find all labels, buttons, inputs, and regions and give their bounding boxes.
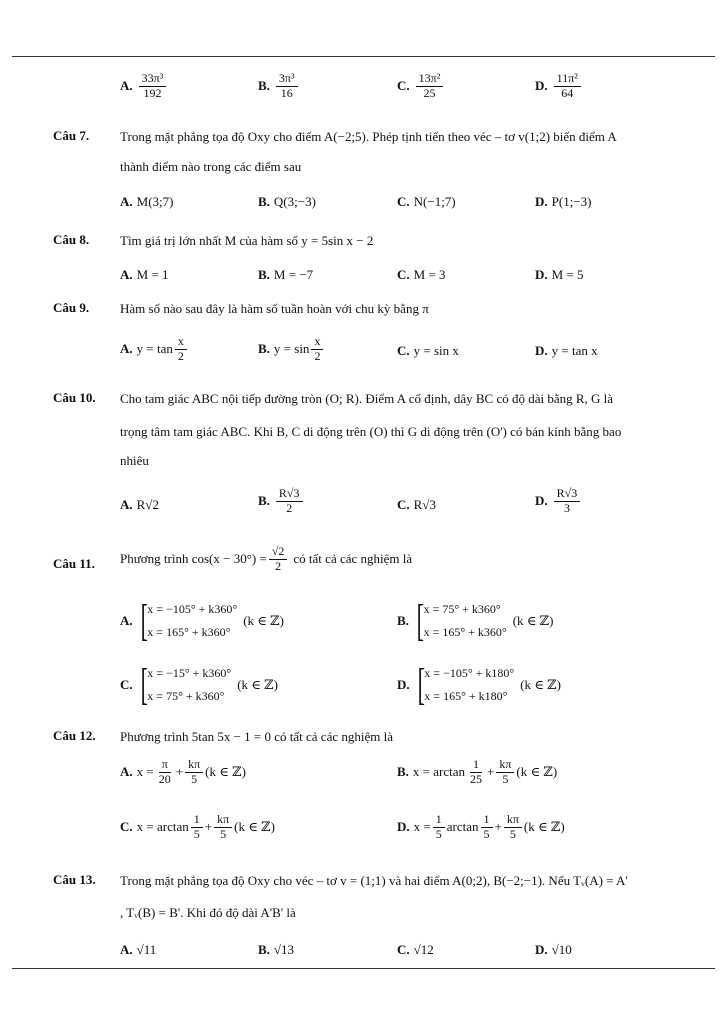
- q7-option-d[interactable]: D. P(1;−3): [535, 194, 592, 209]
- option-text: M = −7: [273, 267, 314, 282]
- option-text: R√2: [136, 497, 159, 512]
- q6-option-d[interactable]: D. $\frac{\text{11π²}}{64}$: [535, 72, 583, 101]
- option-text: P(1;−3): [551, 194, 592, 209]
- option-text: y = tan x: [551, 343, 598, 358]
- option-text: M = 5: [551, 267, 584, 282]
- bracket-icon: [: [416, 595, 424, 645]
- q6-option-c[interactable]: C. $\frac{\text{13π²}}{25}$: [397, 72, 445, 101]
- q9-number: Câu 9.: [53, 300, 90, 315]
- q10-option-a[interactable]: A. R√2: [120, 497, 159, 512]
- fraction-numerator: 3π³: [276, 72, 298, 87]
- fraction-numerator: 13π²: [416, 72, 444, 87]
- q12-number: Câu 12.: [53, 728, 96, 743]
- q11-stem: Phương trình cos(x − 30°) = $\frac{√2}{2}$ có tất cả các nghiệm là: [120, 544, 413, 573]
- q8-stem: Tìm giá trị lớn nhất M của hàm số y = 5sin x − 2: [120, 233, 374, 248]
- q8-number: Câu 8.: [53, 232, 90, 247]
- q7-stem-line1: Trong mặt phẳng tọa độ Oxy cho điểm A(−2;5). Phép tịnh tiến theo véc – tơ v(1;2) biến điểm A: [120, 129, 617, 144]
- top-rule: [12, 56, 715, 57]
- q7-option-b[interactable]: B. Q(3;−3): [258, 194, 316, 209]
- q8-option-a[interactable]: A. M = 1: [120, 267, 169, 282]
- q6-option-b[interactable]: B. $\frac{\text{3π³}}{16}$: [258, 72, 300, 101]
- q9-option-c[interactable]: C. y = sin x: [397, 343, 459, 358]
- q7-number: Câu 7.: [53, 128, 90, 143]
- q13-option-a[interactable]: A. √11: [120, 942, 157, 957]
- q13-number: Câu 13.: [53, 872, 96, 887]
- q10-stem-line2: trọng tâm tam giác ABC. Khi B, C di động trên (O) thì G di động trên (O') có bán kính bằng bao: [120, 424, 622, 439]
- q11-option-b[interactable]: B. [ x = 75° + k360° x = 165° + k360° (k ∈ ℤ): [397, 595, 554, 645]
- q11-option-a[interactable]: A. [ x = −105° + k360° x = 165° + k360° (k ∈ ℤ): [120, 595, 284, 645]
- q11-option-c[interactable]: C. [ x = −15° + k360° x = 75° + k360° (k ∈ ℤ): [120, 659, 278, 709]
- q8-option-d[interactable]: D. M = 5: [535, 267, 584, 282]
- fraction-denominator: 25: [423, 85, 436, 100]
- q10-option-c[interactable]: C. R√3: [397, 497, 436, 512]
- option-text: y = sin x: [413, 343, 459, 358]
- q13-option-d[interactable]: D. √10: [535, 942, 572, 957]
- q13-option-c[interactable]: C. √12: [397, 942, 434, 957]
- bracket-icon: [: [417, 659, 425, 709]
- q7-option-c[interactable]: C. N(−1;7): [397, 194, 456, 209]
- option-text: √12: [413, 942, 434, 957]
- q6-option-a[interactable]: A. $\frac{\text{33π³}}{192}$: [120, 72, 168, 101]
- q11-option-d[interactable]: D. [ x = −105° + k180° x = 165° + k180° (k ∈ ℤ): [397, 659, 561, 709]
- q8-option-b[interactable]: B. M = −7: [258, 267, 314, 282]
- q11-number: Câu 11.: [53, 556, 95, 571]
- q13-stem-line1: Trong mặt phẳng tọa độ Oxy cho véc – tơ v = (1;1) và hai điểm A(0;2), B(−2;−1). Nếu Tᵥ(A) = A': [120, 873, 628, 888]
- fraction-denominator: 192: [143, 85, 162, 100]
- q10-option-b[interactable]: B. $\frac{R√3}{2}$: [258, 487, 305, 516]
- option-text: √10: [551, 942, 572, 957]
- option-text: R√3: [413, 497, 436, 512]
- option-text: M = 1: [136, 267, 169, 282]
- q7-stem-line2: thành điểm nào trong các điểm sau: [120, 159, 302, 174]
- q8-option-c[interactable]: C. M = 3: [397, 267, 446, 282]
- q13-option-b[interactable]: B. √13: [258, 942, 295, 957]
- q9-stem: Hàm số nào sau đây là hàm số tuần hoàn với chu kỳ bằng π: [120, 301, 429, 316]
- bracket-icon: [: [140, 595, 148, 645]
- q9-option-d[interactable]: D. y = tan x: [535, 343, 598, 358]
- fraction-numerator: 11π²: [554, 72, 581, 87]
- fraction-denominator: 16: [280, 85, 293, 100]
- q7-option-a[interactable]: A. M(3;7): [120, 194, 174, 209]
- q12-option-a[interactable]: A. x = $\frac{\pi}{20}$ + $\frac{k\pi}{5}$ (k ∈ ℤ): [120, 757, 246, 786]
- option-text: M = 3: [413, 267, 446, 282]
- bracket-icon: [: [140, 659, 148, 709]
- q12-option-c[interactable]: C. x = arctan $\frac{1}{5}$ + $\frac{k\pi}{5}$ (k ∈ ℤ): [120, 812, 275, 841]
- q10-option-d[interactable]: D. $\frac{R√3}{3}$: [535, 487, 582, 516]
- q13-stem-line2: , Tᵥ(B) = B'. Khi đó độ dài A'B' là: [120, 905, 296, 920]
- q12-option-d[interactable]: D. x = $\frac{1}{5}$ arctan $\frac{1}{5}$ + $\frac{k\pi}{5}$ (k ∈ ℤ): [397, 812, 565, 841]
- q10-stem-line3: nhiêu: [120, 453, 149, 468]
- option-text: √11: [136, 942, 157, 957]
- option-text: M(3;7): [136, 194, 174, 209]
- bottom-rule: [12, 968, 715, 969]
- fraction-numerator: 33π³: [139, 72, 167, 87]
- q10-number: Câu 10.: [53, 390, 96, 405]
- option-text: N(−1;7): [413, 194, 456, 209]
- q10-stem-line1: Cho tam giác ABC nội tiếp đường tròn (O; R). Điểm A cố định, dây BC có độ dài bằng R, G là: [120, 391, 614, 406]
- q12-stem: Phương trình 5tan 5x − 1 = 0 có tất cả các nghiệm là: [120, 729, 393, 744]
- q9-option-b[interactable]: B. y = sin $\frac{x}{2}$: [258, 335, 325, 364]
- option-text: √13: [273, 942, 295, 957]
- fraction-denominator: 64: [561, 85, 574, 100]
- q12-option-b[interactable]: B. x = arctan $\frac{1}{25}$ + $\frac{k\pi}{5}$ (k ∈ ℤ): [397, 757, 558, 786]
- q9-option-a[interactable]: A. y = tan $\frac{x}{2}$: [120, 335, 189, 364]
- option-text: Q(3;−3): [273, 194, 316, 209]
